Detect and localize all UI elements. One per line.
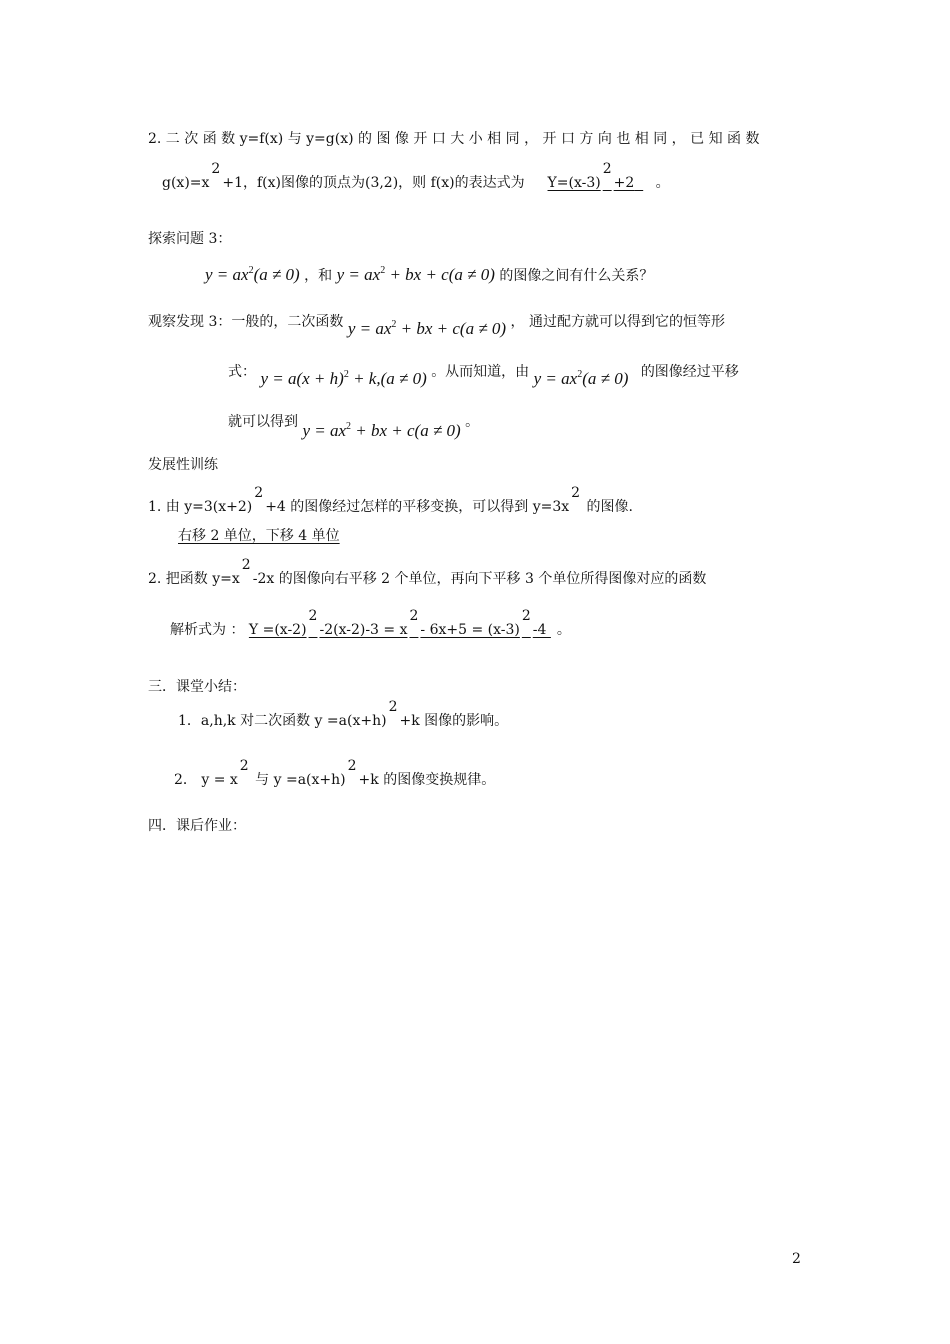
q2-text: +1，f(x)图像的顶点为(3,2)，则 f(x)的表达式为 (222, 175, 525, 191)
training-item2-answer: Y =(x-2)2-2(x-2)-3 = x2- 6x+5 = (x-3)2-4 (248, 608, 551, 638)
superscript: 2 (211, 161, 221, 177)
training-item1-answer: 右移 2 单位，下移 4 单位 (178, 528, 340, 544)
observe-line3: 就可以得到 $y = ax^2$ + bx + c(a ≠ 0) 。 (228, 414, 480, 440)
homework-heading: 四．课后作业： (148, 818, 246, 834)
q2-line2: g(x)=x2+1，f(x)图像的顶点为(3,2)，则 f(x)的表达式为 Y=(x-3)2+2 。 (162, 161, 670, 191)
summary-item2: 2． y = x2 与 y =a(x+h)2+k 的图像变换规律。 (174, 758, 496, 788)
formula-general: $y = ax^2$ + bx + c(a ≠ 0) (347, 319, 507, 338)
formula-vertex: $y = a(x + h)^2 + k,(a \ne 0)$ (260, 369, 427, 388)
formula-y-ax2: $y = ax^2(a \ne 0)$ (533, 369, 629, 388)
observe-line2: 式： $y = a(x + h)^2 + k,(a \ne 0)$ 。从而知道，由 $y = ax^2(a \ne 0)$ 的图像经过平移 (228, 364, 739, 388)
formula-y-ax2: $y = ax^2(a \ne 0)$ (205, 265, 300, 284)
q2-line1: 2. 二 次 函 数 y=f(x) 与 y=g(x) 的 图 像 开 口 大 小 相 同 ， 开 口 方 向 也 相 同 ， 已 知 函 数 (148, 131, 760, 147)
explore-line: $y = ax^2(a \ne 0)$ ，和 $y = ax^2$ + bx + c(a ≠ 0) 的图像之间有什么关系？ (205, 265, 654, 284)
summary-item1: 1．a,h,k 对二次函数 y =a(x+h)2+k 图像的影响。 (178, 699, 509, 729)
summary-heading: 三．课堂小结： (148, 679, 246, 695)
training-item1: 1. 由 y=3(x+2)2+4 的图像经过怎样的平移变换，可以得到 y=3x2 的图像. (148, 485, 633, 515)
formula-general: $y = ax^2$ + bx + c(a ≠ 0) (336, 265, 495, 284)
training-heading: 发展性训练 (148, 457, 218, 473)
training-item2-line2: 解析式为 ： Y =(x-2)2-2(x-2)-3 = x2- 6x+5 = (x-3)2-4 。 (170, 608, 571, 638)
training-item2: 2. 把函数 y=x2-2x 的图像向右平移 2 个单位，再向下平移 3 个单位所得图像对应的函数 (148, 557, 707, 587)
q2-gx: g(x)=x (162, 175, 210, 191)
observe-line1: 观察发现 3：一般的，二次函数 $y = ax^2$ + bx + c(a ≠ 0) ， 通过配方就可以得到它的恒等形 (148, 314, 725, 338)
q2-answer: Y=(x-3)2+2 (547, 161, 635, 191)
explore-heading: 探索问题 3： (148, 231, 232, 247)
formula-general: $y = ax^2$ + bx + c(a ≠ 0) (302, 421, 461, 440)
page-number: 2 (792, 1251, 801, 1267)
